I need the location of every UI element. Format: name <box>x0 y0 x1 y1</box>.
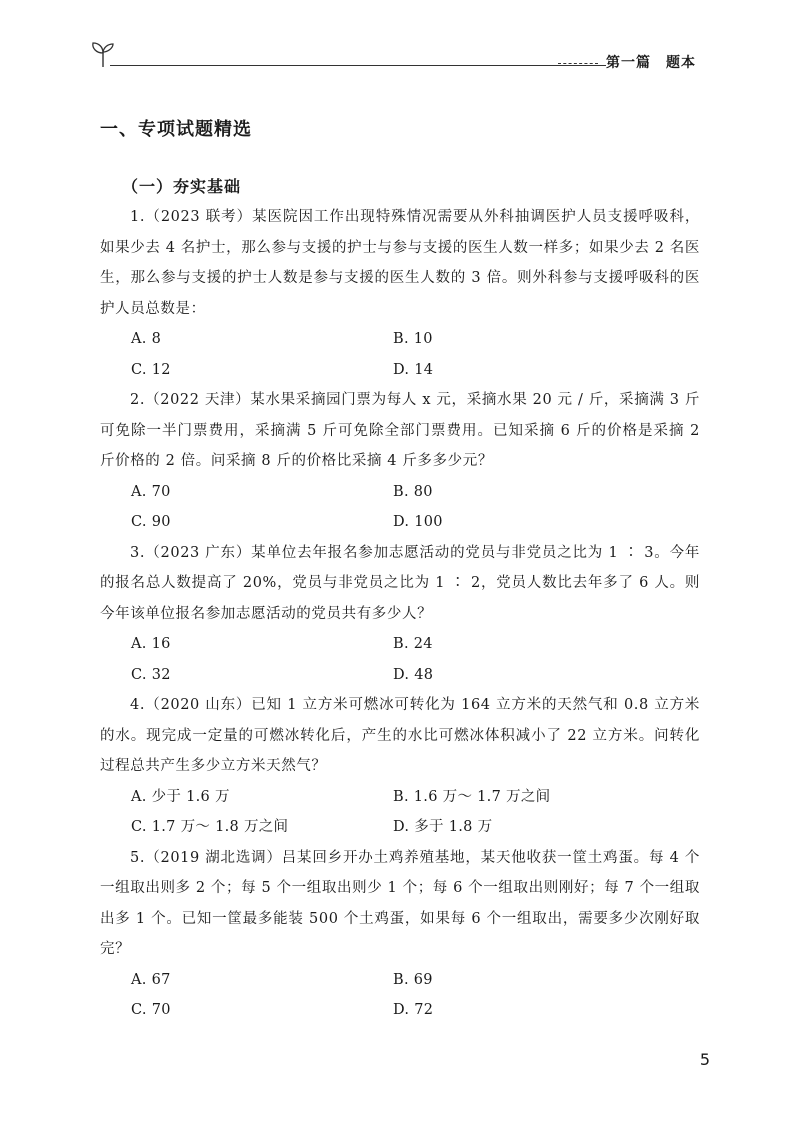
options-grid <box>100 477 700 538</box>
section-title: 一、专项试题精选 <box>100 119 252 140</box>
option-d: D. 多于 1.8 万 <box>393 819 493 835</box>
question-1 <box>100 202 700 385</box>
question-stem: 3.（2023 广东）某单位去年报名参加志愿活动的党员与非党员之比为 1 ∶ 3。今年的报名总人数提高了 20%，党员与非党员之比为 1 ∶ 2，党员人数比去年多了 6 人。则今年该单位报名参加志愿活动的党员共有多少人？ <box>100 544 700 622</box>
option-b: B. 69 <box>393 971 433 988</box>
question-stem: 1.（2023 联考）某医院因工作出现特殊情况需要从外科抽调医护人员支援呼吸科，如果少去 4 名护士，那么参与支援的护士与参与支援的医生人数一样多；如果少去 2 名医生，那么参与支援的护士人数是参与支援的医生人数的 3 倍。则外科参与支援呼吸科的医护人员总数是： <box>100 209 700 317</box>
option-d: D. 48 <box>393 666 434 683</box>
question-stem: 5.（2019 湖北选调）吕某回乡开办土鸡养殖基地，某天他收获一筐土鸡蛋。每 4 个一组取出则多 2 个；每 5 个一组取出则少 1 个；每 6 个一组取出则刚好；每 7 个一组取出多 1 个。已知一筐最多能装 500 个土鸡蛋，如果每 6 个一组取出，需要多少次刚好取完？ <box>100 849 700 957</box>
option-d: D. 72 <box>393 1002 434 1018</box>
header-rule <box>110 65 606 66</box>
option-c: C. 12 <box>131 361 171 378</box>
sprout-icon <box>88 40 118 68</box>
option-a: A. 70 <box>131 483 171 500</box>
option-c: C. 90 <box>131 514 171 530</box>
option-c: C. 32 <box>131 666 171 683</box>
question-stem: 2.（2022 天津）某水果采摘园门票为每人 x 元，采摘水果 20 元 / 斤，采摘满 3 斤可免除一半门票费用，采摘满 5 斤可免除全部门票费用。已知采摘 6 斤的价格是采摘 2 斤价格的 2 倍。问采摘 8 斤的价格比采摘 4 斤多多少元？ <box>100 392 700 469</box>
option-b: B. 24 <box>393 636 433 652</box>
question-stem: 4.（2020 山东）已知 1 立方米可燃冰可转化为 164 立方米的天然气和 0.8 立方米的水。现完成一定量的可燃冰转化后，产生的水比可燃冰体积减小了 22 立方米。问转化过程总共产生多少立方米天然气？ <box>100 697 700 774</box>
option-d: D. 100 <box>393 514 443 530</box>
running-head: 第一篇 题本 <box>606 55 696 71</box>
header-rule-dash <box>558 63 598 64</box>
options-grid <box>100 965 700 1026</box>
question-2 <box>100 385 700 538</box>
option-a: A. 少于 1.6 万 <box>131 788 230 805</box>
question-5 <box>100 843 700 1026</box>
page-header <box>88 40 708 74</box>
option-b: B. 80 <box>393 483 433 500</box>
question-4 <box>100 690 700 843</box>
question-list <box>100 202 700 1026</box>
option-a: A. 16 <box>131 636 171 652</box>
option-c: C. 1.7 万～ 1.8 万之间 <box>131 819 289 835</box>
option-a: A. 67 <box>131 971 171 988</box>
options-grid <box>100 629 700 690</box>
question-3 <box>100 538 700 691</box>
option-d: D. 14 <box>393 361 434 378</box>
page-number: 5 <box>699 1050 710 1069</box>
option-b: B. 10 <box>393 331 433 347</box>
options-grid <box>100 324 700 385</box>
option-b: B. 1.6 万～ 1.7 万之间 <box>393 788 551 805</box>
options-grid <box>100 782 700 843</box>
subsection-title: （一）夯实基础 <box>122 177 242 196</box>
option-a: A. 8 <box>131 331 162 347</box>
option-c: C. 70 <box>131 1002 171 1018</box>
